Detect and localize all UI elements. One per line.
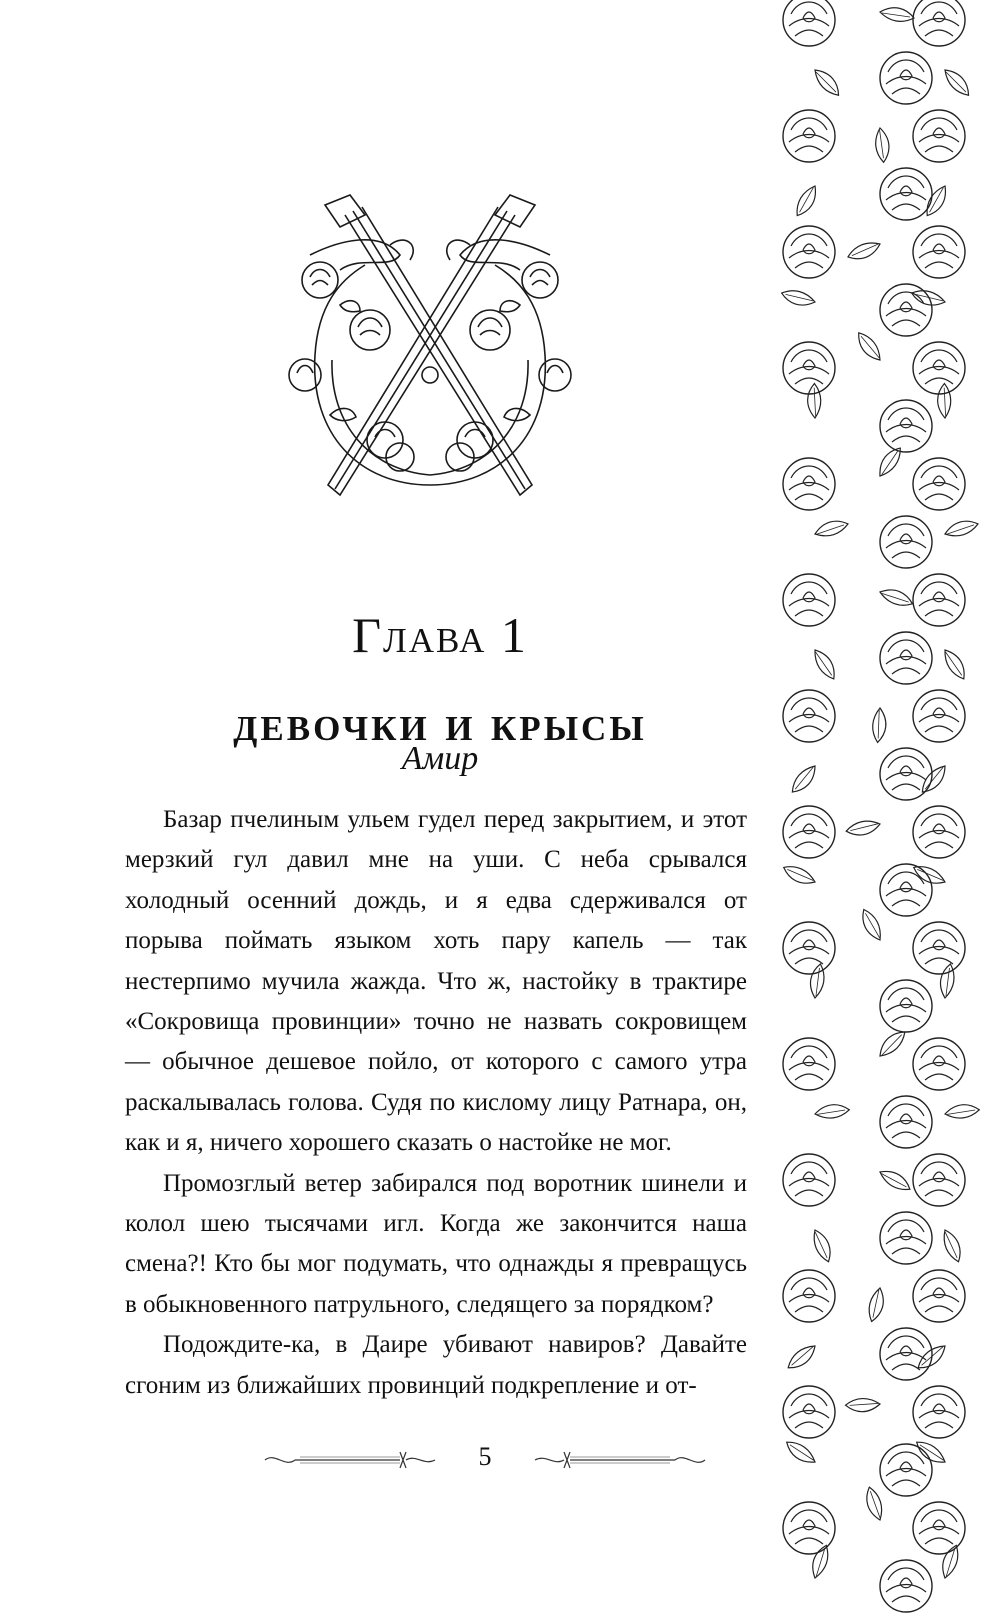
peony-icon	[913, 1038, 965, 1090]
sword-flourish-icon	[530, 1448, 710, 1472]
chapter-title: Глава 1	[352, 606, 528, 663]
peony-icon	[913, 0, 965, 46]
leaf-icon	[846, 236, 882, 266]
peony-icon	[783, 1038, 835, 1090]
leaf-icon	[938, 647, 971, 681]
leaf-icon	[804, 383, 824, 419]
leaf-icon	[808, 647, 841, 681]
peony-icon	[783, 1386, 835, 1438]
peony-icon	[880, 864, 932, 916]
leaf-icon	[877, 1168, 914, 1192]
peony-icon	[783, 110, 835, 162]
peony-icon	[913, 1502, 965, 1554]
page-footer	[260, 1440, 710, 1480]
peony-icon	[913, 342, 965, 394]
peony-icon	[880, 516, 932, 568]
peony-icon	[880, 632, 932, 684]
pov-character-name: Амир	[401, 740, 479, 777]
peony-icon	[880, 1328, 932, 1380]
leaf-icon	[924, 183, 949, 220]
leaf-icon	[941, 1544, 960, 1580]
floral-border	[780, 0, 1000, 1616]
leaf-icon	[781, 864, 817, 886]
peony-icon	[880, 980, 932, 1032]
peony-icon	[783, 1270, 835, 1322]
leaf-icon	[794, 183, 819, 220]
paragraph: Базар пчелиным ульем гудел перед закрытием, и этот мерзкий гул давил мне на уши. С неба срывался холодный осенний дождь, и я едва сдерживался от порыва поймать языком хоть пару капель — так нестерпимо мучила жажда. Что ж, настойку в трактире «Сокровища провинции» точно не назвать сокровищем — обычное дешевое пойло, от которого с самого утра раскалывалась голова. Судя по кислому лицу Ратнара, он, как и я, ничего хорошего сказать о настойке не мог.	[125, 806, 747, 1157]
peony-icon	[880, 1212, 932, 1264]
leaf-icon	[940, 964, 954, 998]
peony-icon	[913, 690, 965, 742]
leaf-icon	[786, 1340, 819, 1375]
crossed-swords-rose-wreath-icon	[270, 185, 590, 515]
peony-icon	[783, 458, 835, 510]
leaf-icon	[943, 515, 979, 543]
peony-icon	[783, 922, 835, 974]
chapter-body	[125, 800, 747, 1406]
leaf-icon	[937, 1228, 967, 1264]
peony-icon	[913, 458, 965, 510]
peony-icon	[913, 806, 965, 858]
peony-icon	[880, 168, 932, 220]
peony-icon	[880, 1444, 932, 1496]
peony-icon	[913, 110, 965, 162]
leaf-icon	[944, 1100, 980, 1123]
peony-icon	[880, 284, 932, 336]
leaf-icon	[807, 1228, 837, 1264]
peony-icon	[783, 1154, 835, 1206]
leaf-icon	[782, 1439, 819, 1466]
leaf-icon	[880, 8, 914, 22]
peony-icon	[913, 922, 965, 974]
paragraph: Подождите-ка, в Даире убивают навиров? Давайте сгоним из ближайших провинций подкрепление и от-	[125, 1331, 747, 1399]
peony-icon	[880, 400, 932, 452]
leaf-icon	[939, 67, 974, 98]
peony-icon	[880, 52, 932, 104]
chapter-subtitle: девочки и крысы	[233, 694, 647, 751]
leaf-icon	[814, 1100, 850, 1123]
peony-icon	[783, 0, 835, 46]
leaf-icon	[809, 67, 844, 98]
peony-icon	[783, 574, 835, 626]
leaf-icon	[856, 907, 888, 942]
leaf-icon	[871, 127, 893, 163]
leaf-icon	[871, 708, 888, 743]
leaf-icon	[876, 444, 903, 481]
leaf-icon	[810, 964, 824, 998]
peony-icon	[783, 690, 835, 742]
leaf-icon	[789, 761, 818, 797]
peony-icon	[913, 1386, 965, 1438]
peony-icon	[913, 1154, 965, 1206]
peony-icon	[783, 226, 835, 278]
leaf-icon	[934, 383, 954, 419]
peony-icon	[783, 1502, 835, 1554]
peony-icon	[880, 1096, 932, 1148]
peony-icon	[783, 806, 835, 858]
peony-icon	[913, 226, 965, 278]
peony-icon	[783, 342, 835, 394]
page-number: 5	[478, 1442, 492, 1471]
leaf-icon	[845, 1395, 881, 1415]
leaf-icon	[845, 815, 882, 840]
peony-icon	[913, 1270, 965, 1322]
leaf-icon	[781, 290, 816, 307]
paragraph: Промозглый ветер забирался под воротник шинели и колол шею тысячами игл. Когда же закончится наша смена?! Кто бы мог подумать, что однажды я превращусь в обыкновенного патрульного, следящего за порядком?	[125, 1169, 747, 1318]
leaf-icon	[813, 515, 849, 543]
leaf-icon	[860, 1486, 888, 1522]
leaf-icon	[868, 1287, 884, 1322]
leaf-icon	[852, 330, 886, 363]
leaf-icon	[878, 588, 914, 607]
peony-icon	[913, 574, 965, 626]
peony-icon	[880, 1560, 932, 1612]
leaf-icon	[811, 1544, 830, 1580]
